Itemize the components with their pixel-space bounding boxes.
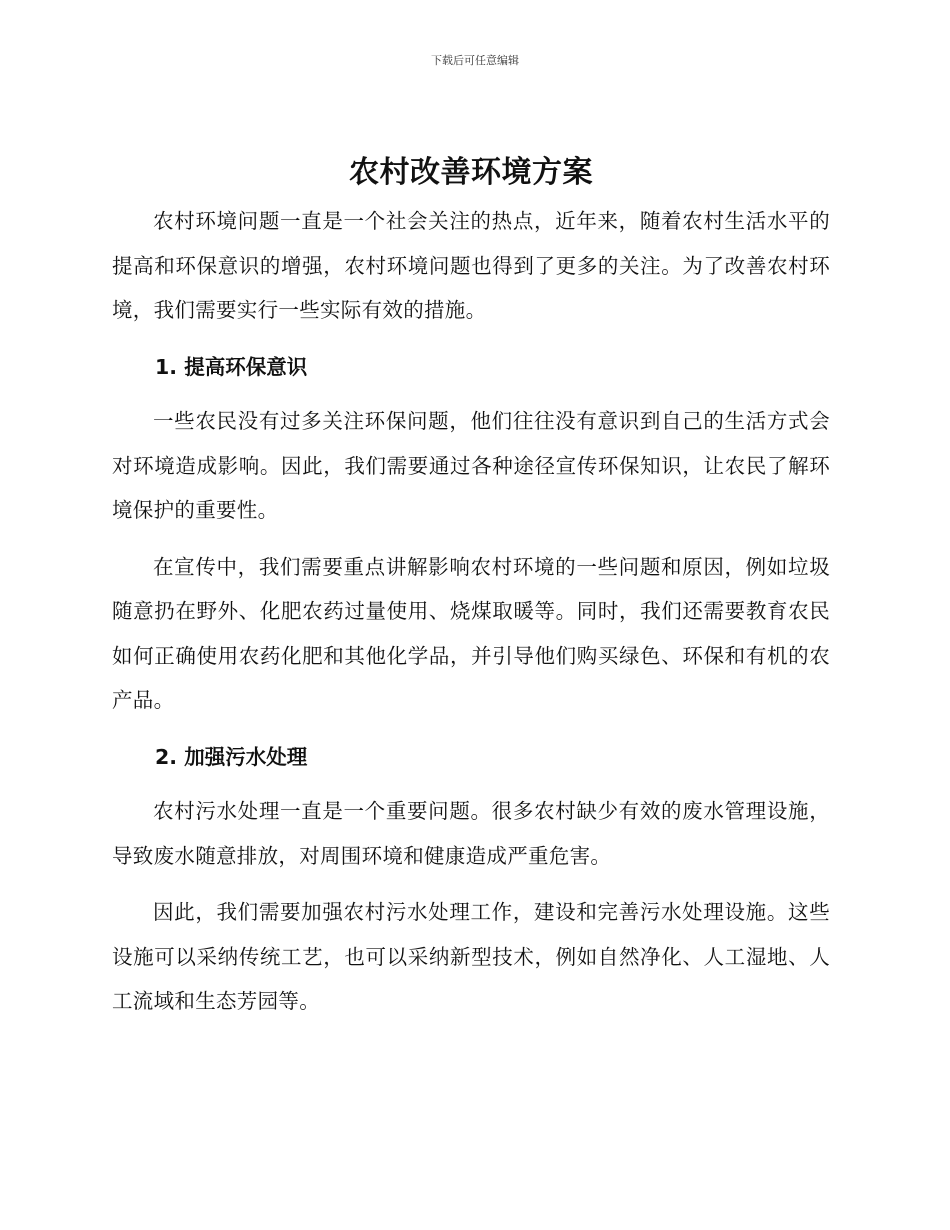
section-heading-2: 2. 加强污水处理 xyxy=(155,744,308,769)
document-title: 农村改善环境方案 xyxy=(349,155,593,190)
section-2-paragraph-1: 农村污水处理一直是一个重要问题。很多农村缺少有效的废水管理设施，导致废水随意排放，对周围环境和健康造成严重危害。 xyxy=(112,799,830,868)
section-1-paragraph-2: 在宣传中，我们需要重点讲解影响农村环境的一些问题和原因，例如垃圾随意扔在野外、化肥农药过量使用、烧煤取暖等。同时，我们还需要教育农民如何正确使用农药化肥和其他化学品，并引导他们购买绿色、环保和有机的农产品。 xyxy=(112,554,830,712)
page-header-note: 下载后可任意编辑 xyxy=(431,54,519,67)
section-2-paragraph-2: 因此，我们需要加强农村污水处理工作，建设和完善污水处理设施。这些设施可以采纳传统工艺，也可以采纳新型技术，例如自然净化、人工湿地、人工流域和生态芳园等。 xyxy=(112,900,830,1013)
section-1-paragraph-1: 一些农民没有过多关注环保问题，他们往往没有意识到自己的生活方式会对环境造成影响。因此，我们需要通过各种途径宣传环保知识，让农民了解环境保护的重要性。 xyxy=(112,409,830,522)
section-heading-1: 1. 提高环保意识 xyxy=(155,354,308,379)
document-body xyxy=(112,147,830,1024)
intro-paragraph: 农村环境问题一直是一个社会关注的热点，近年来，随着农村生活水平的提高和环保意识的增强，农村环境问题也得到了更多的关注。为了改善农村环境，我们需要实行一些实际有效的措施。 xyxy=(112,209,830,322)
